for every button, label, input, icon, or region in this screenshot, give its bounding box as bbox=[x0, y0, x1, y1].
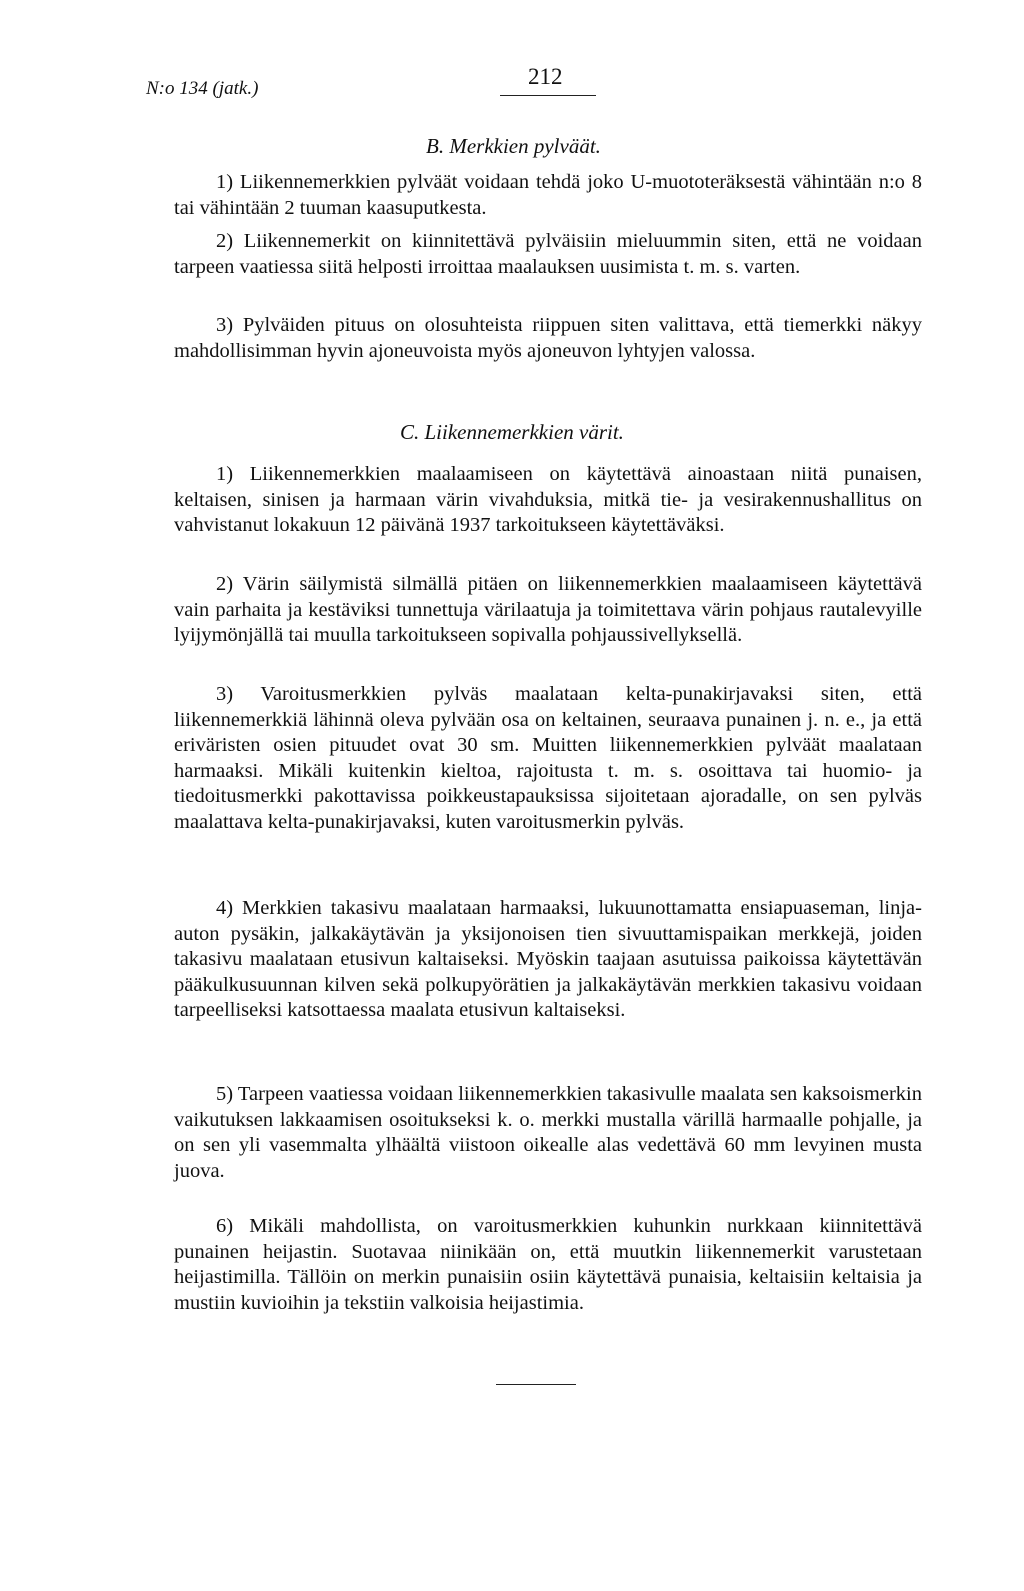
section-c-paragraph-3: 3) Varoitusmerkkien pylväs maalataan kelta-punakirjavaksi siten, että liikennemerkkiä lähinnä oleva pylvään osa on keltainen, seuraava punainen j. n. e., ja että eriväristen osien pituudet ovat 30 sm. Muitten liikennemerkkien pylväät maalataan harmaaksi. Mikäli kuitenkin kieltoa, rajoitusta t. m. s. osoittava tai huomio- ja tiedoitusmerkki pakottavissa poikkeustapauksissa sijoitetaan ajoradalle, on sen pylväs maalattava kelta-punakirjavaksi, kuten varoitusmerkin pylväs. bbox=[174, 683, 922, 833]
section-b-paragraph-1: 1) Liikennemerkkien pylväät voidaan tehdä joko U-muototeräksestä vähintään n:o 8 tai vähintään 2 tuuman kaasuputkesta. bbox=[174, 171, 922, 219]
page-number-rule bbox=[500, 95, 596, 96]
section-c-paragraph-2: 2) Värin säilymistä silmällä pitäen on liikennemerkkien maalaamiseen käytettävä vain parhaita ja kestäviksi tunnettuja värilaatuja ja toimitettava värin pohjaus rautalevyille lyijymönjällä tai muulla tarkoitukseen sopivalla pohjaussivellyksellä. bbox=[174, 573, 922, 646]
section-c-paragraph-4: 4) Merkkien takasivu maalataan harmaaksi, lukuunottamatta ensiapuaseman, linja-auton pysäkin, jalkakäytävän ja yksijonoisen tien sivuuttamispaikan merkkejä, joiden takasivu maalataan etusivun kaltaiseksi. Myöskin taajaan asutuissa paikoissa käytettävän pääkulkusuunnan kilven sekä polkupyörätien ja jalkakäytävän merkkien takasivu voidaan tarpeelliseksi katsottaessa maalata etusivun kaltaiseksi. bbox=[174, 897, 922, 1021]
section-b-paragraph-3: 3) Pylväiden pituus on olosuhteista riippuen siten valittava, että tiemerkki näkyy mahdollisimman hyvin ajoneuvoista myös ajoneuvon lyhtyjen valossa. bbox=[174, 314, 922, 362]
section-reference: N:o 134 (jatk.) bbox=[146, 78, 259, 99]
section-c-paragraph-5: 5) Tarpeen vaatiessa voidaan liikennemerkkien takasivulle maalata sen kaksoismerkin vaikutuksen lakkaamisen osoitukseksi k. o. merkki mustalla värillä harmaalle pohjalle, ja on sen yli vasemmalta ylhäältä viistoon oikealle alas vedettävä 60 mm levyinen musta juova. bbox=[174, 1083, 922, 1182]
section-b-paragraph-2: 2) Liikennemerkit on kiinnitettävä pylväisiin mieluummin siten, että ne voidaan tarpeen vaatiessa siitä helposti irroittaa maalauksen uusimista t. m. s. varten. bbox=[174, 230, 922, 278]
section-b-heading: B. Merkkien pylväät. bbox=[426, 134, 601, 158]
section-c-heading: C. Liikennemerkkien värit. bbox=[400, 420, 624, 444]
section-c-paragraph-6: 6) Mikäli mahdollista, on varoitusmerkkien kuhunkin nurkkaan kiinnitettävä punainen heijastin. Suotavaa niinikään on, että muutkin liikennemerkit varustetaan heijastimilla. Tällöin on merkin punaisiin osiin käytettävä punaisia, keltaisiin keltaisia ja mustiin kuvioihin ja tekstiin valkoisia heijastimia. bbox=[174, 1215, 922, 1314]
page-number: 212 bbox=[528, 64, 563, 89]
section-c-paragraph-1: 1) Liikennemerkkien maalaamiseen on käytettävä ainoastaan niitä punaisen, keltaisen, sinisen ja harmaan värin vivahduksia, mitkä tie- ja vesirakennushallitus on vahvistanut lokakuun 12 päivänä 1937 tarkoitukseen käytettäväksi. bbox=[174, 463, 922, 536]
end-rule bbox=[496, 1384, 576, 1385]
